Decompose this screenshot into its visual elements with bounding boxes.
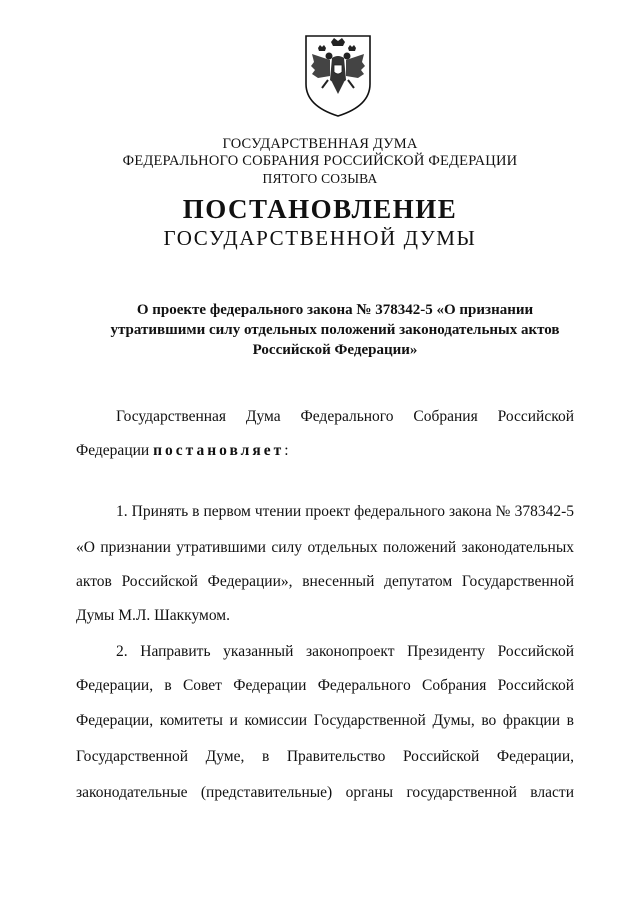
item2-line-2: Федерации, в Совет Федерации Федерального Собрания Российской <box>76 677 574 694</box>
bill-title-line-2: утратившими силу отдельных положений законодательных актов <box>110 322 560 338</box>
coat-of-arms-emblem <box>302 32 374 118</box>
preamble-subject: Федерации <box>76 442 154 459</box>
preamble-resolves: постановляет <box>153 442 285 459</box>
item2-line-1: 2. Направить указанный законопроект Президенту Российской <box>116 643 574 660</box>
bill-title-line-3: Российской Федерации» <box>252 342 418 358</box>
item1-line-1: 1. Принять в первом чтении проект федерального закона № 378342-5 <box>116 503 574 520</box>
preamble-line-2 <box>76 442 574 460</box>
document-title: ПОСТАНОВЛЕНИЕ <box>182 194 458 224</box>
document-subtitle: ГОСУДАРСТВЕННОЙ ДУМЫ <box>163 226 477 250</box>
convocation-line: ПЯТОГО СОЗЫВА <box>262 171 378 186</box>
bill-title <box>100 300 570 360</box>
bill-title-line-1: О проекте федерального закона № 378342-5 «О признании <box>136 302 534 318</box>
item1-line-2: «О признании утратившими силу отдельных положений законодательных <box>76 539 574 556</box>
item2-line-4: Государственной Думе, в Правительство Российской Федерации, <box>76 748 574 765</box>
item2-line-5: законодательные (представительные) органы государственной власти <box>76 784 574 801</box>
item1-line-3: актов Российской Федерации», внесенный депутатом Государственной <box>76 573 574 590</box>
preamble-colon: : <box>284 442 289 459</box>
item1-line-4: Думы М.Л. Шаккумом. <box>76 607 230 624</box>
parliament-name-line: ГОСУДАРСТВЕННАЯ ДУМА <box>222 136 418 152</box>
item2-line-3: Федерации, комитеты и комиссии Государственной Думы, во фракции в <box>76 712 574 729</box>
assembly-name-line: ФЕДЕРАЛЬНОГО СОБРАНИЯ РОССИЙСКОЙ ФЕДЕРАЦИИ <box>122 153 518 169</box>
preamble-line-1: Государственная Дума Федерального Собрания Российской <box>116 408 574 425</box>
